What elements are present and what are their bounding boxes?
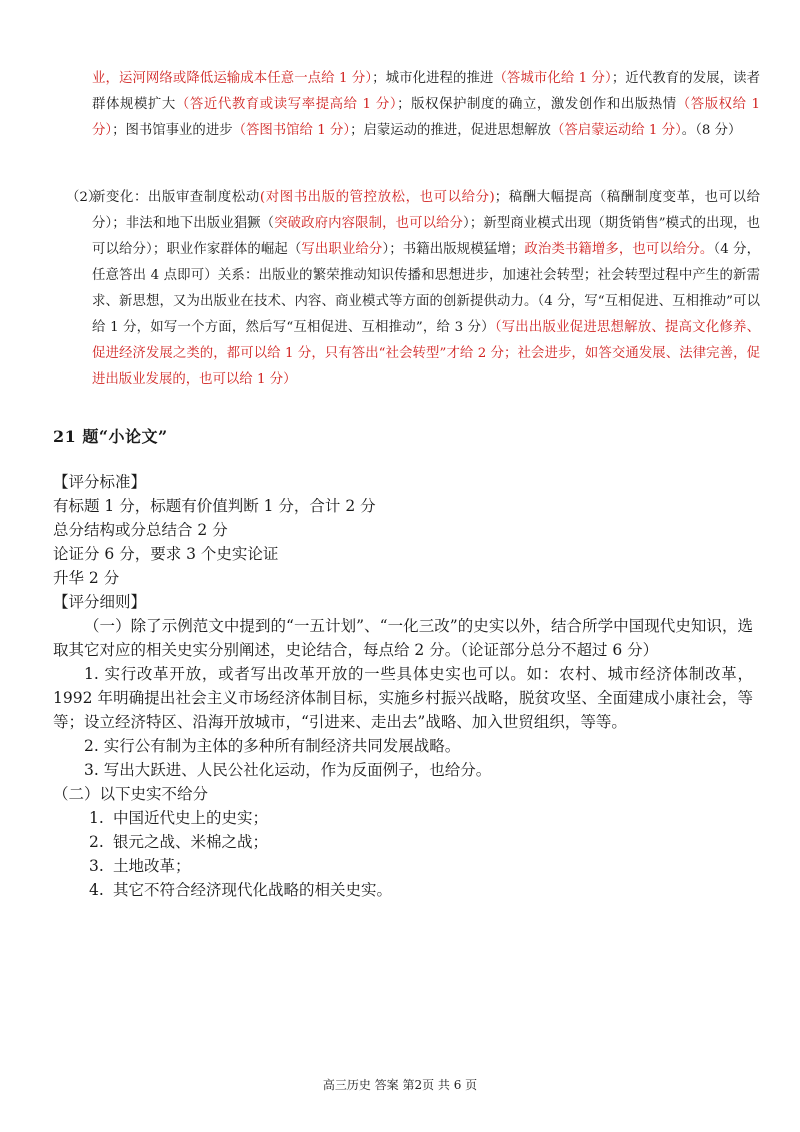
scoring-note: 写出职业给分: [301, 242, 383, 257]
item-text: 中国近代史上的史实；: [113, 809, 269, 827]
criterion: 有标题 1 分，标题有价值判断 1 分，合计 2 分: [53, 497, 376, 515]
item-text: 写出大跃进、人民公社化运动，作为反面例子，也给分。: [103, 761, 492, 779]
page-footer: 高三历史 答案 第2页 共 6 页: [322, 1078, 478, 1092]
scoring-note: （答启蒙运动给 1 分）: [550, 123, 682, 138]
section-heading: 21 题“小论文”: [53, 427, 168, 446]
criterion: 论证分 6 分，要求 3 个史实论证: [53, 545, 279, 563]
list-item: [53, 854, 753, 878]
item-text: 实行改革开放，或者写出改革开放的一些具体史实也可以。如：农村、城市经济体制改革，1992 年明确提出社会主义市场经济体制目标，实施乡村振兴战略，脱贫攻坚、全面建成小康社会，等等；设立经济特区、沿海开放城市，“引进来、走出去”战略、加入世贸组织，等等。: [53, 665, 753, 731]
item-number: 3.: [89, 857, 104, 875]
list-item: [53, 662, 753, 734]
list-item: [53, 734, 753, 758]
essay-rubric: [53, 470, 753, 902]
answer-text: ；启蒙运动的推进，促进思想解放: [350, 123, 551, 138]
details-subtitle: （二）以下史实不给分: [53, 785, 209, 803]
answer-text: ；版权保护制度的确立，激发创作和出版热情: [397, 97, 677, 112]
criteria-title: 【评分标准】: [53, 473, 147, 491]
scoring-note: 突破政府内容限制，也可以给分: [274, 216, 464, 231]
scoring-note: （写出出版业促进思想解放、提高文化修养、促进经济发展之类的，都可以给 1 分，只有答出“社会转型”才给 2 分；社会进步，如答交通发展、法律完善，促进出版业发展的，也可以给 1 分）: [92, 320, 760, 387]
answer-text: ）；书籍出版规模猛增；: [382, 242, 525, 257]
criterion: 总分结构或分总结合 2 分: [53, 521, 228, 539]
details-intro: （一）除了示例范文中提到的“一五计划”、“一化三改”的史实以外，结合所学中国现代史知识，选取其它对应的相关史实分别阐述，史论结合，每点给 2 分。（论证部分总分不超过 6 分）: [53, 617, 753, 659]
scoring-note: (对图书出版的管控放松，也可以给分): [259, 190, 495, 205]
list-item: [53, 830, 753, 854]
criterion: 升华 2 分: [53, 569, 120, 587]
item-number: 2.: [84, 737, 99, 755]
item-text: 实行公有制为主体的多种所有制经济共同发展战略。: [103, 737, 461, 755]
scoring-note: （答版权给 1 分）: [92, 97, 761, 138]
scoring-note: 政治类书籍增多，也可以给分。: [524, 242, 714, 257]
answer-text: ；稿酬大幅提高（稿酬制度变革，也可以给分）；非法和地下出版业猖獗（: [92, 190, 761, 231]
q2-answer: [66, 185, 760, 393]
answer-text: ）；新型商业模式出现（期货销售”模式的出现，也可以给分）；职业作家群体的崛起（: [92, 216, 760, 257]
item-number: 3.: [84, 761, 99, 779]
answer-text: ；城市化进程的推进: [372, 71, 494, 86]
answer-text: ；图书馆事业的进步: [112, 123, 233, 138]
q2-answer-body: [66, 185, 760, 393]
item-number: 1.: [89, 809, 104, 827]
list-item: [53, 806, 753, 830]
scoring-note: （答近代教育或读写率提高给 1 分）: [175, 97, 398, 112]
answer-text: 新变化：出版审查制度松动: [92, 190, 260, 205]
scoring-note: （答城市化给 1 分）: [493, 71, 612, 86]
answer-text: ；近代教育的发展，读者群体规模扩大: [92, 71, 761, 112]
item-number: 4.: [89, 881, 104, 899]
details-title: 【评分细则】: [53, 593, 147, 611]
question-number: （2）: [66, 190, 102, 205]
item-text: 银元之战、米棉之战；: [113, 833, 269, 851]
list-item: [53, 878, 753, 902]
item-text: 其它不符合经济现代化战略的相关史实。: [113, 881, 393, 899]
answer-text: （4 分，任意答出 4 点即可）关系：出版业的繁荣推动知识传播和思想进步，加速社会转型；社会转型过程中产生的新需求、新思想，又为出版业在技术、内容、商业模式等方面的创新提供动力。（4 分，写“互相促进、互相推动”可以给 1 分，如写一个方面，然后写“互相促进、互相推动”，给 3 分）: [92, 242, 760, 335]
item-text: 土地改革；: [113, 857, 191, 875]
scoring-note: 业，运河网络或降低运输成本任意一点给 1 分）: [92, 71, 373, 86]
item-number: 2.: [89, 833, 104, 851]
list-item: [53, 758, 753, 782]
q1-answer-continuation: [92, 66, 760, 144]
scoring-note: （答图书馆给 1 分）: [232, 123, 351, 138]
answer-text: 。（8 分）: [681, 123, 742, 138]
item-number: 1.: [84, 665, 99, 683]
